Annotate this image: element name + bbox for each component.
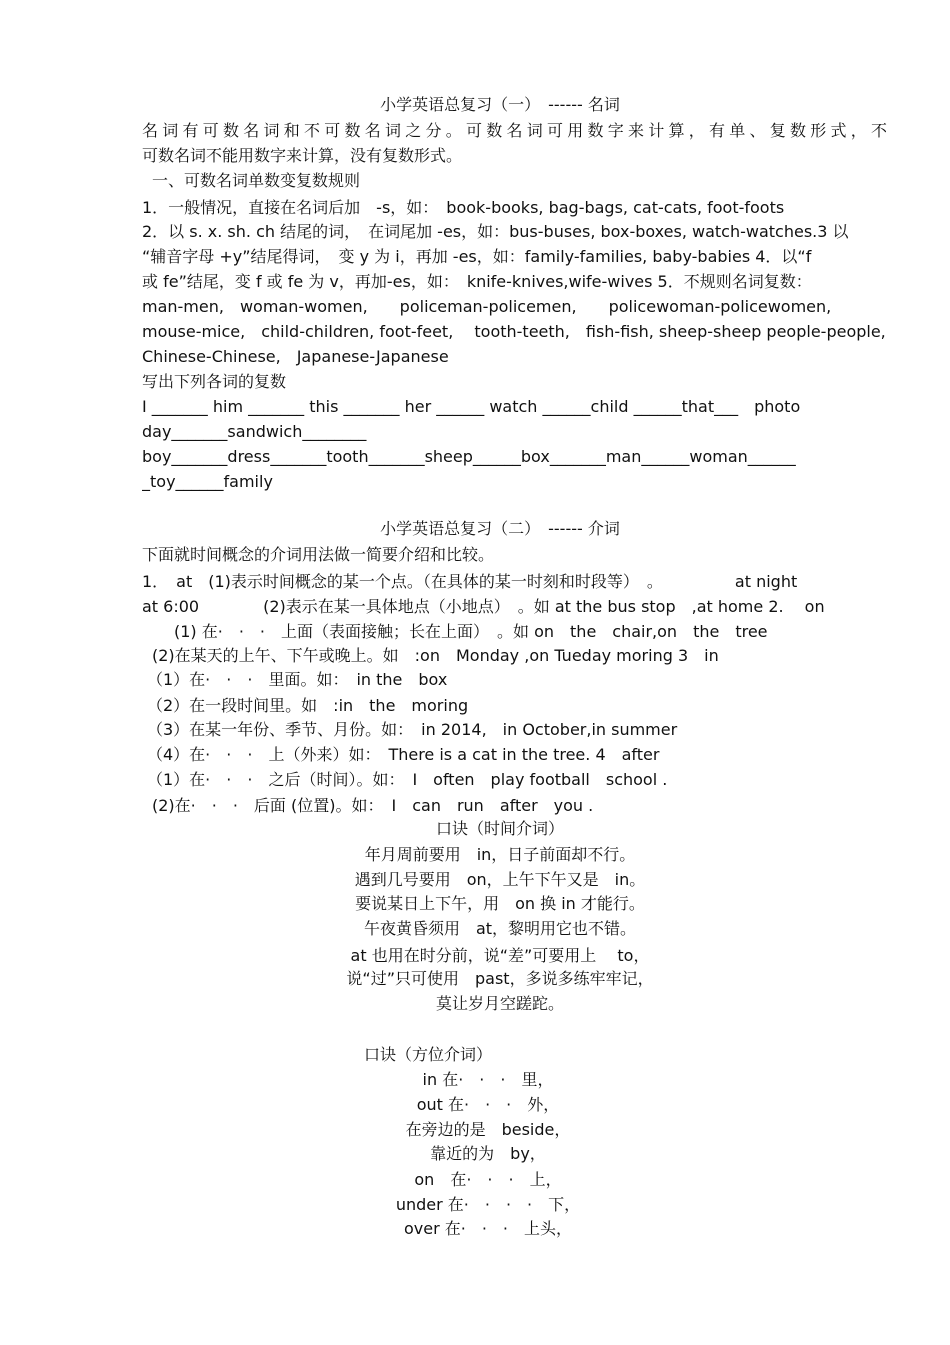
rhyme-place-line-5: on 在· · · 上，	[414, 1170, 562, 1189]
prep-line-3: (1) 在· · · 上面（表面接触；长在上面） 。如 on the chair,on the tree	[142, 622, 768, 641]
rule-line-6: mouse-mice, child-children, foot-feet, tooth-teeth, fish-fish, sheep-sheep people-people,	[142, 322, 886, 341]
prep-line-5: （1）在· · · 里面。如： in the box	[147, 670, 448, 689]
prep-line-6: （2）在一段时间里。如 :in the moring	[147, 696, 469, 715]
rule-line-2: 2．以 s. x. sh. ch 结尾的词， 在词尾加 -es，如：bus-buses, box-boxes, watch-watches.3 以	[142, 222, 849, 241]
prep-line-8: （4）在· · · 上（外来）如： There is a cat in the tree. 4 after	[147, 745, 660, 764]
rule-line-4: 或 fe”结尾，变 f 或 fe 为 v，再加-es，如： knife-knives,wife-wives 5．不规则名词复数：	[142, 272, 812, 291]
rhyme-time-line-3: 要说某日上下午，用 on 换 in 才能行。	[355, 894, 645, 913]
exercise-line-4: _toy______family	[142, 472, 273, 491]
rhyme-place-title: 口诀（方位介词）	[363, 1045, 492, 1064]
section1-title: 小学英语总复习（一） ------ 名词	[380, 95, 620, 114]
exercise-line-3: boy_______dress_______tooth_______sheep______box_______man______woman______	[142, 447, 796, 466]
rule-line-7: Chinese-Chinese, Japanese-Japanese	[142, 347, 449, 366]
section1-intro-line-2: 可数名词不能用数字来计算，没有复数形式。	[142, 146, 463, 165]
rhyme-time-line-1: 年月周前要用 in，日子前面却不行。	[364, 845, 636, 864]
rhyme-place-line-4: 靠近的为 by，	[430, 1144, 546, 1163]
prep-line-10: (2)在· · · 后面 (位置)。如： I can run after you .	[152, 796, 594, 815]
prep-line-2: at 6:00 (2)表示在某一具体地点（小地点） 。如 at the bus stop ,at home 2. on	[142, 597, 825, 616]
section1-intro-line-1: 名词有可数名词和不可数名词之分。可数名词可用数字来计算，有单、复数形式，不	[142, 121, 887, 140]
prep-line-7: （3）在某一年份、季节、月份。如： in 2014, in October,in summer	[147, 720, 678, 739]
section1-heading: 一、可数名词单数变复数规则	[152, 171, 361, 190]
rhyme-time-line-7: 莫让岁月空蹉跎。	[435, 994, 564, 1013]
rhyme-place-line-2: out 在· · · 外，	[416, 1095, 560, 1114]
exercise-title: 写出下列各词的复数	[142, 372, 287, 391]
rhyme-time-line-5: at 也用在时分前，说“差”可要用上 to，	[350, 946, 650, 965]
rhyme-time-title: 口诀（时间介词）	[435, 819, 564, 838]
rule-line-3: “辅音字母 +y”结尾得词， 变 y 为 i，再加 -es，如：family-families, baby-babies 4．以“f	[142, 247, 812, 266]
rhyme-time-line-2: 遇到几号要用 on，上午下午又是 in。	[354, 870, 646, 889]
exercise-line-2: day_______sandwich________	[142, 422, 367, 441]
rhyme-time-line-6: 说“过”只可使用 past，多说多练牢牢记，	[346, 969, 654, 988]
rhyme-time-line-4: 午夜黄昏须用 at，黎明用它也不错。	[363, 919, 637, 938]
rhyme-place-line-6: under 在· · · · 下，	[395, 1195, 581, 1214]
rhyme-place-line-1: in 在· · · 里，	[422, 1070, 554, 1089]
prep-line-9: （1）在· · · 之后（时间）。如： I often play football school .	[147, 770, 668, 789]
rhyme-place-line-3: 在旁边的是 beside，	[405, 1120, 571, 1139]
exercise-line-1: I _______ him _______ this _______ her ______ watch ______child ______that___ photo	[142, 397, 801, 416]
section2-title: 小学英语总复习（二） ------ 介词	[380, 519, 620, 538]
rule-line-5: man-men, woman-women, policeman-policemen, policewoman-policewomen,	[142, 297, 832, 316]
section2-intro: 下面就时间概念的介词用法做一简要介绍和比较。	[142, 545, 495, 564]
rule-line-1: 1．一般情况，直接在名词后加 -s，如： book-books, bag-bags, cat-cats, foot-foots	[142, 198, 785, 217]
prep-line-1: 1． at (1)表示时间概念的某一个点。（在具体的某一时刻和时段等） 。 at night	[142, 572, 798, 591]
rhyme-place-line-7: over 在· · · 上头，	[403, 1219, 573, 1238]
prep-line-4: (2)在某天的上午、下午或晚上。如 :on Monday ,on Tueday moring 3 in	[152, 646, 719, 665]
